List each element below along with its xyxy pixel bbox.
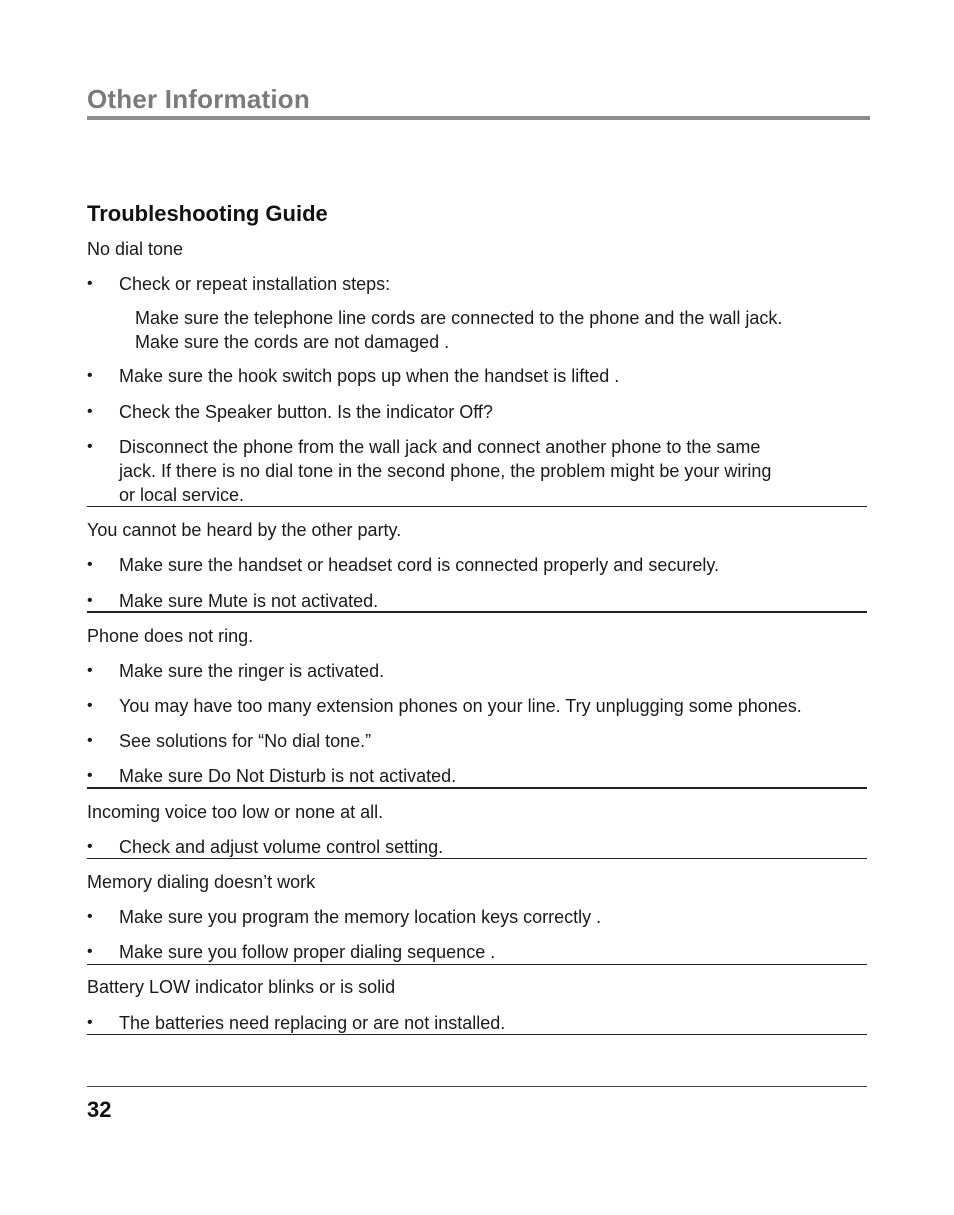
- problem-divider: [87, 787, 867, 789]
- problem-title: Phone does not ring.: [87, 626, 254, 646]
- bullet-icon: •: [87, 1014, 93, 1031]
- solution-item: Make sure the handset or headset cord is connected properly and securely.: [119, 555, 720, 575]
- solution-item-continued: or local service.: [119, 485, 245, 505]
- bullet-icon: •: [87, 275, 93, 292]
- solution-item: Disconnect the phone from the wall jack and connect another phone to the same: [119, 437, 761, 457]
- problem-divider: [87, 611, 867, 613]
- solution-item: Check or repeat installation steps:: [119, 274, 391, 294]
- problem-title: You cannot be heard by the other party.: [87, 520, 402, 540]
- bullet-icon: •: [87, 592, 93, 609]
- section-title: Troubleshooting Guide: [87, 201, 328, 226]
- problem-title: Memory dialing doesn’t work: [87, 872, 316, 892]
- footer-divider: [87, 1086, 867, 1087]
- bullet-icon: •: [87, 767, 93, 784]
- solution-item: Check and adjust volume control setting.: [119, 837, 444, 857]
- solution-item: Make sure Mute is not activated.: [119, 591, 379, 611]
- bullet-icon: •: [87, 908, 93, 925]
- page-number: 32: [87, 1097, 112, 1122]
- bullet-icon: •: [87, 943, 93, 960]
- solution-item: You may have too many extension phones on your line. Try unplugging some phones.: [119, 696, 802, 716]
- bullet-icon: •: [87, 697, 93, 714]
- bullet-icon: •: [87, 556, 93, 573]
- bullet-icon: •: [87, 367, 93, 384]
- solution-item: Make sure you follow proper dialing sequence .: [119, 942, 496, 962]
- problem-divider: [87, 858, 867, 859]
- solution-item-continued: jack. If there is no dial tone in the second phone, the problem might be your wiring: [119, 461, 772, 481]
- solution-item: The batteries need replacing or are not installed.: [119, 1013, 506, 1033]
- bullet-icon: •: [87, 662, 93, 679]
- bullet-icon: •: [87, 403, 93, 420]
- solution-item: Make sure you program the memory location keys correctly .: [119, 907, 602, 927]
- bullet-icon: •: [87, 438, 93, 455]
- bullet-icon: •: [87, 732, 93, 749]
- problem-divider: [87, 964, 867, 965]
- problem-divider: [87, 1034, 867, 1035]
- bullet-icon: •: [87, 838, 93, 855]
- solution-item: Check the Speaker button. Is the indicator Off?: [119, 402, 493, 422]
- solution-subnote: Make sure the telephone line cords are connected to the phone and the wall jack.: [135, 308, 783, 328]
- solution-subnote: Make sure the cords are not damaged .: [135, 332, 450, 352]
- solution-item: Make sure the hook switch pops up when the handset is lifted .: [119, 366, 620, 386]
- problem-title: Incoming voice too low or none at all.: [87, 802, 384, 822]
- problem-divider: [87, 506, 867, 507]
- solution-item: Make sure the ringer is activated.: [119, 661, 385, 681]
- problem-title: No dial tone: [87, 239, 184, 259]
- solution-item: Make sure Do Not Disturb is not activated.: [119, 766, 457, 786]
- problem-title: Battery LOW indicator blinks or is solid: [87, 977, 396, 997]
- header-divider: [87, 116, 870, 120]
- solution-item: See solutions for “No dial tone.”: [119, 731, 372, 751]
- page-header-title: Other Information: [87, 84, 310, 114]
